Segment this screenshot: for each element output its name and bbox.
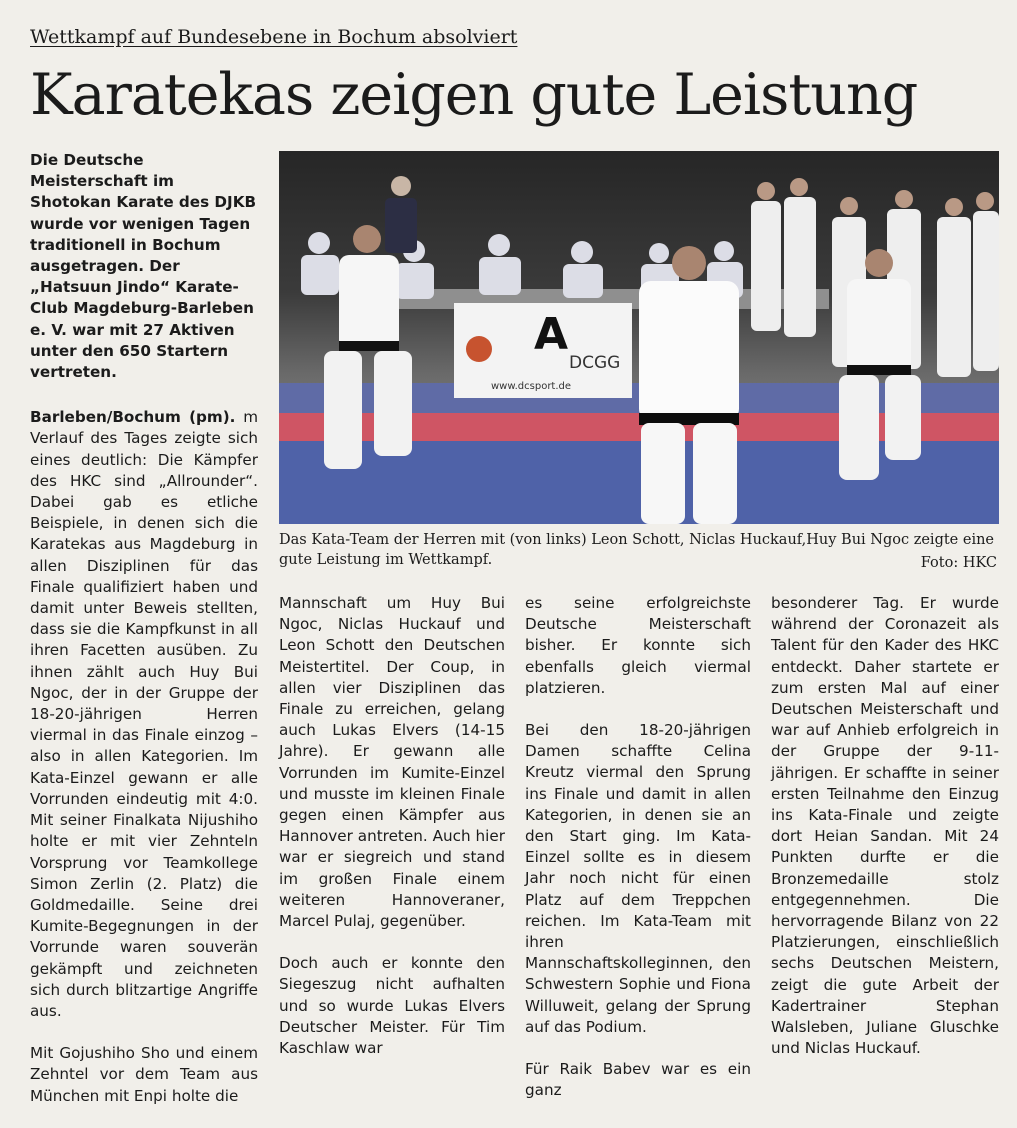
article-headline: Karatekas zeigen gute Leistung — [30, 62, 918, 128]
karate-photo-illustration — [279, 151, 999, 524]
banner-brand: DCGG — [569, 353, 621, 373]
article-paragraph — [30, 407, 258, 1022]
paragraph-text: m Verlauf des Tages zeigte sich eines deutlich: Die Kämpfer des HKC sind „Allrounder“. Dabei gab es etliche Beispiele, in denen sich die Karatekas aus Magdeburg in allen Disziplinen für das Finale qualifiziert haben und damit unter Beweis stellten, dass sie die Kampfkunst in all ihren Facetten ausüben. Zu ihnen zählt auch Huy Bui Ngoc, der in der Gruppe der 18-20-jährigen Herren viermal in das Finale einzog – also in allen Kategorien. Im Kata-Einzel gewann er alle Vorrunden eindeutig mit 4:0. Mit seiner Finalkata Nijushiho holte er mit vier Zehnteln Vorsprung vor Teamkollege Simon Zerlin (2. Platz) die Goldmedaille. Seine drei Kumite-Begegnungen in der Vorrunde waren souverän gekämpft und zeichneten sich durch blitzartige Angriffe aus. — [30, 408, 259, 1020]
photo-caption: Das Kata-Team der Herren mit (von links) Leon Schott, Niclas Huckauf,Huy Bui Ngoc zeigte eine gute Leistung im Wettkampf. — [279, 532, 995, 568]
article-paragraph: Doch auch er konnte den Siegeszug nicht aufhalten und so wurde Lukas Elvers Deutscher Meister. Für Tim Kaschlaw war — [279, 954, 505, 1058]
photo-credit: Foto: HKC — [920, 555, 997, 571]
article-paragraph: Mannschaft um Huy Bui Ngoc, Niclas Huckauf und Leon Schott den Deutschen Meistertitel. Der Coup, in allen vier Disziplinen das Finale zu erreichen, gelang auch Lukas Elvers (14-15 Jahre). Er gewann alle Vorrunden im Kumite-Einzel und musste im kleinen Finale gegen einen Kämpfer aus Hannover antreten. Auch hier war er siegreich und stand im großen Finale einem weiteren Hannoveraner, Marcel Pulaj, gegenüber. — [279, 594, 505, 931]
article-column-4 — [771, 593, 999, 1080]
referee-body — [385, 198, 417, 253]
article-paragraph: Für Raik Babev war es ein ganz — [525, 1060, 751, 1100]
article-lead: Die Deutsche Meisterschaft im Shotokan Karate des DJKB wurde vor wenigen Tagen traditionell in Bochum ausgetragen. Der „Hatsuun Jindo“ Karate-Club Magdeburg-Barleben e. V. war mit 27 Aktiven unter den 650 Startern vertreten. — [30, 151, 257, 382]
dateline: Barleben/Bochum (pm). — [30, 408, 236, 427]
banner-letter: A — [534, 309, 569, 360]
article-column-2 — [279, 593, 505, 1080]
banner-url: www.dcsport.de — [491, 381, 572, 392]
article-column-3 — [525, 593, 751, 1122]
referee-head — [391, 176, 411, 196]
article-kicker: Wettkampf auf Bundesebene in Bochum absolviert — [30, 26, 518, 48]
article-paragraph: Bei den 18-20-jährigen Damen schaffte Celina Kreutz viermal den Sprung ins Finale und damit in allen Kategorien, in denen sie an den Start ging. Im Kata-Einzel sollte es in diesem Jahr noch nicht für einen Platz auf dem Treppchen reichen. Im Kata-Team mit ihren Mannschaftskolleginnen, den Schwestern Sophie und Fiona Willuweit, gelang der Sprung auf das Podium. — [525, 721, 751, 1036]
article-paragraph: besonderer Tag. Er wurde während der Coronazeit als Talent für den Kader des HKC entdeckt. Daher startete er zum ersten Mal auf einer Deutschen Meisterschaft und war auf Anhieb erfolgreich in der Gruppe der 9-11-jährigen. Er schaffte in seiner ersten Teilnahme den Einzug ins Kata-Finale und zeigte dort Heian Sandan. Mit 24 Punkten durfte er die Bronzemedaille stolz entgegennehmen. Die hervorragende Bilanz von 22 Platzierungen, einschließlich sechs Deutschen Meistern, zeigt die gute Arbeit der Kadertrainer Stephan Walsleben, Juliane Gluschke und Niclas Huckauf. — [771, 594, 999, 1058]
article-photo — [279, 151, 999, 524]
article-column-1 — [30, 150, 258, 1128]
article-paragraph: Mit Gojushiho Sho und einem Zehntel vor dem Team aus München mit Enpi holte die — [30, 1044, 258, 1105]
article-paragraph: es seine erfolgreichste Deutsche Meisterschaft bisher. Er konnte sich ebenfalls gleich viermal platzieren. — [525, 594, 751, 697]
sponsor-logo-icon — [466, 336, 492, 362]
